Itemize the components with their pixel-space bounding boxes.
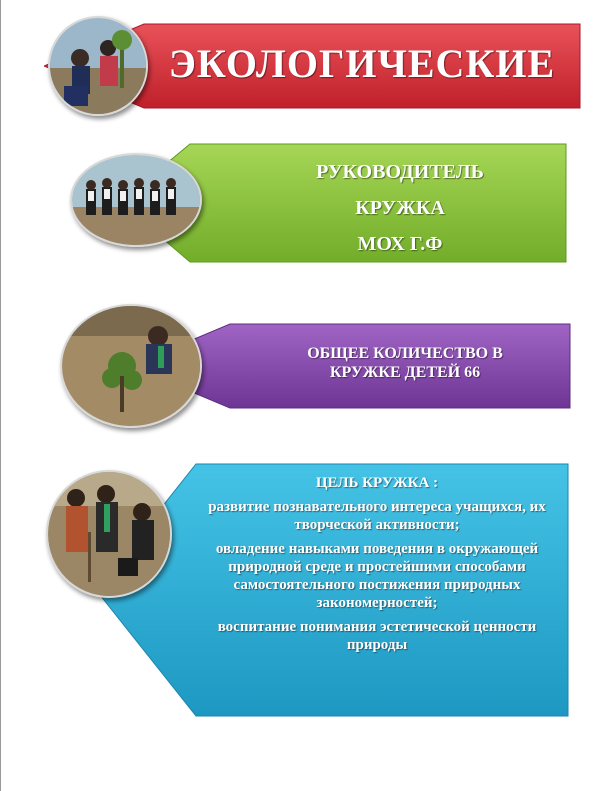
count-line-2: КРУЖКЕ ДЕТЕЙ 66 bbox=[329, 364, 481, 381]
leader-line-3: МОХ Г.Ф bbox=[357, 233, 443, 255]
goal-item-3: воспитание понимания эстетической ценности природы bbox=[217, 619, 537, 653]
goal-text bbox=[192, 474, 562, 654]
photo-group-students bbox=[70, 153, 202, 247]
photo-woman-planting bbox=[60, 304, 202, 428]
goal-heading: ЦЕЛЬ КРУЖКА : bbox=[315, 475, 439, 491]
leader-text bbox=[270, 154, 530, 262]
goal-item-1: развитие познавательного интереса учащихся, их творческой активности; bbox=[208, 499, 546, 533]
title-text: ЭКОЛОГИЧЕСКИЕ bbox=[168, 41, 556, 86]
leader-line-1: РУКОВОДИТЕЛЬ bbox=[316, 161, 484, 183]
photo-women-planting-tree bbox=[46, 470, 172, 598]
leader-line-2: КРУЖКА bbox=[355, 197, 445, 219]
photo-children-planting bbox=[48, 16, 148, 116]
goal-item-2: овладение навыками поведения в окружающей природной среде и простейшими способами самостоятельного постижения природных закономерностей; bbox=[215, 541, 539, 611]
goal-banner bbox=[96, 462, 572, 720]
page-edge bbox=[0, 0, 1, 791]
count-text bbox=[260, 344, 550, 382]
count-line-1: ОБЩЕЕ КОЛИЧЕСТВО В bbox=[307, 345, 503, 362]
